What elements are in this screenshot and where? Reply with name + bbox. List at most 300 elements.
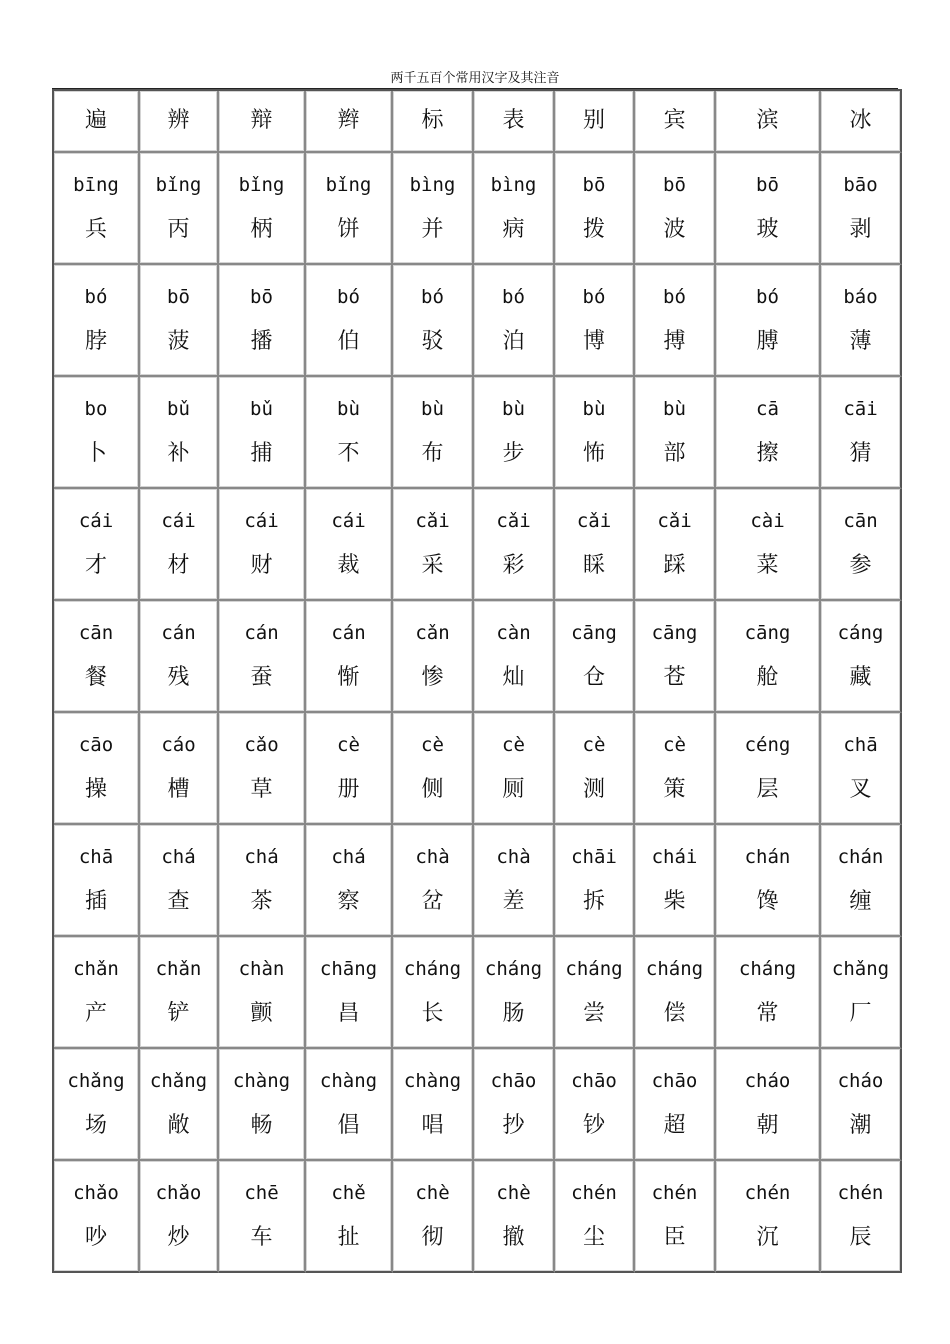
pinyin: bō bbox=[756, 174, 779, 196]
hanzi: 并 bbox=[421, 217, 444, 242]
character-cell bbox=[393, 601, 474, 713]
hanzi: 怖 bbox=[582, 441, 605, 466]
hanzi: 畅 bbox=[250, 1113, 273, 1138]
hanzi: 差 bbox=[502, 889, 525, 914]
hanzi: 彻 bbox=[421, 1225, 444, 1250]
character-cell bbox=[306, 713, 393, 825]
hanzi: 伯 bbox=[337, 329, 360, 354]
character-cell bbox=[474, 265, 555, 377]
pinyin: bō bbox=[582, 174, 606, 196]
hanzi: 表 bbox=[502, 108, 525, 133]
hanzi: 捕 bbox=[250, 441, 273, 466]
character-cell bbox=[555, 153, 635, 265]
hanzi: 叉 bbox=[849, 777, 872, 802]
table-row bbox=[54, 489, 902, 601]
pinyin: cāng bbox=[651, 622, 698, 644]
hanzi: 草 bbox=[250, 777, 273, 802]
character-cell bbox=[140, 265, 219, 377]
pinyin: cè bbox=[502, 734, 525, 756]
hanzi: 补 bbox=[167, 441, 190, 466]
hanzi: 倡 bbox=[337, 1113, 360, 1138]
pinyin: báo bbox=[843, 286, 878, 308]
character-cell bbox=[393, 1049, 474, 1161]
character-cell bbox=[474, 713, 555, 825]
pinyin: chǎng bbox=[67, 1070, 125, 1092]
hanzi: 参 bbox=[849, 553, 872, 578]
character-cell bbox=[54, 1161, 140, 1273]
character-cell bbox=[821, 377, 902, 489]
pinyin: chàng bbox=[319, 1070, 378, 1092]
character-cell bbox=[555, 377, 635, 489]
hanzi: 玻 bbox=[756, 217, 779, 242]
hanzi: 吵 bbox=[84, 1225, 107, 1250]
hanzi: 擦 bbox=[756, 441, 779, 466]
character-cell bbox=[474, 601, 555, 713]
character-cell bbox=[716, 377, 821, 489]
character-cell bbox=[555, 489, 635, 601]
character-cell bbox=[474, 1049, 555, 1161]
character-cell bbox=[219, 91, 306, 153]
hanzi: 岔 bbox=[421, 889, 444, 914]
character-cell bbox=[54, 377, 140, 489]
pinyin: chě bbox=[331, 1182, 366, 1204]
character-cell bbox=[54, 1049, 140, 1161]
hanzi: 灿 bbox=[502, 665, 525, 690]
character-cell bbox=[54, 265, 140, 377]
pinyin: bǐng bbox=[155, 174, 202, 196]
hanzi: 菜 bbox=[756, 553, 779, 578]
hanzi: 拨 bbox=[582, 217, 605, 242]
pinyin: cháng bbox=[738, 958, 797, 980]
pinyin: bù bbox=[502, 398, 525, 420]
pinyin: bù bbox=[337, 398, 360, 420]
pinyin: chàng bbox=[232, 1070, 291, 1092]
hanzi: 尘 bbox=[582, 1225, 605, 1250]
hanzi: 常 bbox=[756, 1001, 779, 1026]
pinyin: chǎo bbox=[73, 1182, 119, 1204]
hanzi: 布 bbox=[421, 441, 444, 466]
hanzi: 膊 bbox=[756, 329, 779, 354]
hanzi: 侧 bbox=[421, 777, 444, 802]
hanzi: 层 bbox=[756, 777, 779, 802]
pinyin: chán bbox=[744, 846, 791, 868]
pinyin: chāo bbox=[571, 1070, 617, 1092]
character-cell bbox=[555, 601, 635, 713]
character-cell bbox=[54, 91, 140, 153]
hanzi: 厂 bbox=[849, 1001, 872, 1026]
pinyin: bō bbox=[663, 174, 686, 196]
pinyin: bo bbox=[84, 398, 108, 420]
pinyin: cái bbox=[244, 510, 279, 532]
hanzi: 拆 bbox=[582, 889, 605, 914]
pinyin: cǎi bbox=[415, 510, 450, 532]
pinyin: cháng bbox=[645, 958, 704, 980]
hanzi: 抄 bbox=[502, 1113, 525, 1138]
pinyin: bó bbox=[84, 286, 108, 308]
pinyin: chà bbox=[415, 846, 450, 868]
hanzi: 辩 bbox=[250, 108, 273, 133]
pinyin: bō bbox=[167, 286, 190, 308]
hanzi: 搏 bbox=[663, 329, 686, 354]
character-cell bbox=[306, 153, 393, 265]
character-cell bbox=[635, 91, 716, 153]
hanzi: 仓 bbox=[582, 665, 605, 690]
table-row bbox=[54, 1161, 902, 1273]
pinyin: chén bbox=[837, 1182, 884, 1204]
pinyin: chén bbox=[651, 1182, 698, 1204]
pinyin: cháng bbox=[565, 958, 623, 980]
character-table bbox=[52, 89, 902, 1273]
character-cell bbox=[140, 91, 219, 153]
table-row bbox=[54, 265, 902, 377]
character-cell bbox=[716, 153, 821, 265]
character-cell bbox=[140, 1161, 219, 1273]
pinyin: chāo bbox=[490, 1070, 537, 1092]
hanzi: 惨 bbox=[421, 665, 444, 690]
pinyin: cè bbox=[582, 734, 606, 756]
hanzi: 柴 bbox=[663, 889, 686, 914]
hanzi: 场 bbox=[84, 1113, 107, 1138]
hanzi: 餐 bbox=[84, 665, 107, 690]
character-cell bbox=[474, 825, 555, 937]
pinyin: bù bbox=[663, 398, 686, 420]
pinyin: bó bbox=[421, 286, 444, 308]
pinyin: cāng bbox=[744, 622, 791, 644]
character-cell bbox=[393, 265, 474, 377]
pinyin: bù bbox=[582, 398, 606, 420]
character-cell bbox=[635, 265, 716, 377]
pinyin: bìng bbox=[409, 174, 456, 196]
character-cell bbox=[219, 601, 306, 713]
hanzi: 别 bbox=[582, 108, 605, 133]
character-cell bbox=[716, 713, 821, 825]
character-cell bbox=[306, 91, 393, 153]
hanzi: 博 bbox=[582, 329, 605, 354]
pinyin: chǎng bbox=[149, 1070, 208, 1092]
hanzi: 册 bbox=[337, 777, 360, 802]
hanzi: 唱 bbox=[421, 1113, 444, 1138]
hanzi: 扯 bbox=[337, 1225, 360, 1250]
character-cell bbox=[219, 153, 306, 265]
hanzi: 标 bbox=[421, 108, 444, 133]
table-row bbox=[54, 91, 902, 153]
hanzi: 踩 bbox=[663, 553, 686, 578]
character-cell bbox=[306, 265, 393, 377]
hanzi: 产 bbox=[84, 1001, 107, 1026]
hanzi: 卜 bbox=[84, 441, 107, 466]
character-cell bbox=[306, 601, 393, 713]
hanzi: 泊 bbox=[502, 329, 525, 354]
character-cell bbox=[140, 153, 219, 265]
hanzi: 惭 bbox=[337, 665, 360, 690]
table-row bbox=[54, 825, 902, 937]
character-cell bbox=[555, 265, 635, 377]
pinyin: chǎng bbox=[831, 958, 890, 980]
pinyin: bó bbox=[582, 286, 606, 308]
pinyin: chái bbox=[651, 846, 698, 868]
pinyin: cā bbox=[756, 398, 779, 420]
pinyin: chén bbox=[571, 1182, 617, 1204]
character-cell bbox=[555, 1161, 635, 1273]
pinyin: bó bbox=[502, 286, 525, 308]
hanzi: 肠 bbox=[502, 1001, 525, 1026]
character-cell bbox=[716, 1161, 821, 1273]
character-cell bbox=[821, 489, 902, 601]
character-cell bbox=[140, 377, 219, 489]
hanzi: 薄 bbox=[849, 329, 872, 354]
hanzi: 藏 bbox=[849, 665, 872, 690]
hanzi: 宾 bbox=[663, 108, 686, 133]
character-cell bbox=[54, 713, 140, 825]
pinyin: cái bbox=[78, 510, 114, 532]
hanzi: 缠 bbox=[849, 889, 872, 914]
pinyin: céng bbox=[744, 734, 791, 756]
pinyin: bó bbox=[756, 286, 779, 308]
hanzi: 驳 bbox=[421, 329, 444, 354]
pinyin: chǎo bbox=[155, 1182, 202, 1204]
pinyin: bāo bbox=[843, 174, 878, 196]
hanzi: 朝 bbox=[756, 1113, 779, 1138]
character-cell bbox=[821, 265, 902, 377]
character-cell bbox=[393, 489, 474, 601]
pinyin: cǎo bbox=[244, 734, 279, 756]
hanzi: 步 bbox=[502, 441, 525, 466]
pinyin: cán bbox=[244, 622, 279, 644]
hanzi: 槽 bbox=[167, 777, 190, 802]
character-cell bbox=[474, 489, 555, 601]
character-cell bbox=[821, 1161, 902, 1273]
character-cell bbox=[474, 377, 555, 489]
character-cell bbox=[306, 937, 393, 1049]
pinyin: cái bbox=[331, 510, 366, 532]
hanzi: 偿 bbox=[663, 1001, 686, 1026]
hanzi: 丙 bbox=[167, 217, 190, 242]
pinyin: chāi bbox=[571, 846, 617, 868]
hanzi: 蚕 bbox=[250, 665, 273, 690]
hanzi: 裁 bbox=[337, 553, 360, 578]
character-cell bbox=[219, 937, 306, 1049]
hanzi: 病 bbox=[502, 217, 525, 242]
character-cell bbox=[474, 153, 555, 265]
hanzi: 沉 bbox=[756, 1225, 779, 1250]
character-cell bbox=[821, 91, 902, 153]
table-row bbox=[54, 601, 902, 713]
pinyin: bǐng bbox=[325, 174, 372, 196]
pinyin: cháo bbox=[744, 1070, 791, 1092]
hanzi: 财 bbox=[250, 553, 273, 578]
hanzi: 测 bbox=[582, 777, 605, 802]
pinyin: chá bbox=[244, 846, 279, 868]
character-cell bbox=[140, 489, 219, 601]
pinyin: chāo bbox=[651, 1070, 698, 1092]
pinyin: cài bbox=[750, 510, 785, 532]
hanzi: 脖 bbox=[84, 329, 107, 354]
character-cell bbox=[555, 937, 635, 1049]
pinyin: cháng bbox=[484, 958, 543, 980]
hanzi: 剥 bbox=[849, 217, 872, 242]
character-cell bbox=[393, 937, 474, 1049]
character-cell bbox=[716, 825, 821, 937]
pinyin: cán bbox=[331, 622, 366, 644]
character-cell bbox=[54, 601, 140, 713]
character-cell bbox=[555, 713, 635, 825]
character-cell bbox=[474, 1161, 555, 1273]
character-cell bbox=[821, 153, 902, 265]
character-cell bbox=[474, 91, 555, 153]
character-cell bbox=[219, 713, 306, 825]
character-cell bbox=[716, 265, 821, 377]
character-cell bbox=[555, 91, 635, 153]
character-cell bbox=[54, 825, 140, 937]
character-cell bbox=[635, 713, 716, 825]
hanzi: 长 bbox=[421, 1001, 444, 1026]
pinyin: bìng bbox=[490, 174, 537, 196]
hanzi: 材 bbox=[167, 553, 190, 578]
character-cell bbox=[219, 377, 306, 489]
pinyin: cè bbox=[421, 734, 444, 756]
pinyin: chè bbox=[415, 1182, 450, 1204]
pinyin: chāng bbox=[319, 958, 378, 980]
character-cell bbox=[635, 489, 716, 601]
hanzi: 操 bbox=[84, 777, 107, 802]
character-cell bbox=[821, 1049, 902, 1161]
hanzi: 察 bbox=[337, 889, 360, 914]
pinyin: cāo bbox=[78, 734, 114, 756]
character-cell bbox=[555, 825, 635, 937]
pinyin: cǎn bbox=[415, 622, 450, 644]
pinyin: cāng bbox=[571, 622, 617, 644]
character-cell bbox=[393, 825, 474, 937]
pinyin: chè bbox=[496, 1182, 531, 1204]
character-cell bbox=[393, 377, 474, 489]
pinyin: bó bbox=[663, 286, 686, 308]
character-cell bbox=[821, 937, 902, 1049]
hanzi: 查 bbox=[167, 889, 190, 914]
pinyin: cái bbox=[161, 510, 196, 532]
hanzi: 炒 bbox=[167, 1225, 190, 1250]
character-cell bbox=[393, 91, 474, 153]
table-row bbox=[54, 937, 902, 1049]
pinyin: cáng bbox=[837, 622, 884, 644]
hanzi: 辨 bbox=[167, 108, 190, 133]
pinyin: cāi bbox=[843, 398, 878, 420]
character-cell bbox=[140, 1049, 219, 1161]
table-row bbox=[54, 1049, 902, 1161]
hanzi: 钞 bbox=[582, 1113, 605, 1138]
hanzi: 播 bbox=[250, 329, 273, 354]
character-cell bbox=[219, 1161, 306, 1273]
hanzi: 辰 bbox=[849, 1225, 872, 1250]
character-cell bbox=[54, 937, 140, 1049]
hanzi: 柄 bbox=[250, 217, 273, 242]
hanzi: 部 bbox=[663, 441, 686, 466]
hanzi: 彩 bbox=[502, 553, 525, 578]
character-cell bbox=[306, 825, 393, 937]
pinyin: cáo bbox=[161, 734, 196, 756]
table-row bbox=[54, 377, 902, 489]
character-cell bbox=[716, 489, 821, 601]
character-cell bbox=[635, 1049, 716, 1161]
hanzi: 才 bbox=[84, 553, 107, 578]
pinyin: chá bbox=[331, 846, 366, 868]
pinyin: cān bbox=[78, 622, 114, 644]
character-cell bbox=[54, 153, 140, 265]
character-cell bbox=[716, 91, 821, 153]
pinyin: chǎn bbox=[155, 958, 202, 980]
hanzi: 残 bbox=[167, 665, 190, 690]
hanzi: 滨 bbox=[756, 108, 779, 133]
hanzi: 尝 bbox=[582, 1001, 605, 1026]
character-cell bbox=[635, 1161, 716, 1273]
pinyin: cǎi bbox=[657, 510, 692, 532]
character-cell bbox=[635, 153, 716, 265]
pinyin: chàn bbox=[238, 958, 285, 980]
hanzi: 策 bbox=[663, 777, 686, 802]
pinyin: bù bbox=[421, 398, 444, 420]
character-cell bbox=[635, 825, 716, 937]
pinyin: chē bbox=[244, 1182, 279, 1204]
character-cell bbox=[555, 1049, 635, 1161]
pinyin: chā bbox=[78, 846, 114, 868]
character-cell bbox=[474, 937, 555, 1049]
character-cell bbox=[219, 825, 306, 937]
character-cell bbox=[219, 1049, 306, 1161]
hanzi: 潮 bbox=[849, 1113, 872, 1138]
pinyin: cǎi bbox=[496, 510, 531, 532]
hanzi: 茶 bbox=[250, 889, 273, 914]
pinyin: cǎi bbox=[576, 510, 612, 532]
character-cell bbox=[306, 1049, 393, 1161]
character-cell bbox=[393, 153, 474, 265]
character-cell bbox=[54, 489, 140, 601]
hanzi: 波 bbox=[663, 217, 686, 242]
hanzi: 撤 bbox=[502, 1225, 525, 1250]
hanzi: 舱 bbox=[756, 665, 779, 690]
hanzi: 兵 bbox=[84, 217, 107, 242]
hanzi: 超 bbox=[663, 1113, 686, 1138]
pinyin: chà bbox=[496, 846, 531, 868]
character-cell bbox=[140, 825, 219, 937]
hanzi: 车 bbox=[250, 1225, 273, 1250]
character-cell bbox=[140, 601, 219, 713]
pinyin: chā bbox=[843, 734, 878, 756]
character-cell bbox=[219, 489, 306, 601]
character-cell bbox=[821, 825, 902, 937]
pinyin: bǐng bbox=[238, 174, 285, 196]
page-title: 两千五百个常用汉字及其注音 bbox=[52, 70, 898, 89]
hanzi: 冰 bbox=[849, 108, 872, 133]
pinyin: cān bbox=[843, 510, 878, 532]
table-row bbox=[54, 153, 902, 265]
hanzi: 菠 bbox=[167, 329, 190, 354]
hanzi: 厕 bbox=[502, 777, 525, 802]
hanzi: 睬 bbox=[582, 553, 605, 578]
table-row bbox=[54, 713, 902, 825]
pinyin: bǔ bbox=[167, 398, 190, 420]
pinyin: bō bbox=[250, 286, 273, 308]
hanzi: 辫 bbox=[337, 108, 360, 133]
hanzi: 不 bbox=[337, 441, 360, 466]
pinyin: bǔ bbox=[250, 398, 273, 420]
pinyin: cè bbox=[337, 734, 360, 756]
hanzi: 遍 bbox=[84, 108, 107, 133]
hanzi: 馋 bbox=[756, 889, 779, 914]
character-cell bbox=[821, 601, 902, 713]
character-cell bbox=[306, 1161, 393, 1273]
hanzi: 饼 bbox=[337, 217, 360, 242]
pinyin: chá bbox=[161, 846, 196, 868]
character-cell bbox=[393, 1161, 474, 1273]
